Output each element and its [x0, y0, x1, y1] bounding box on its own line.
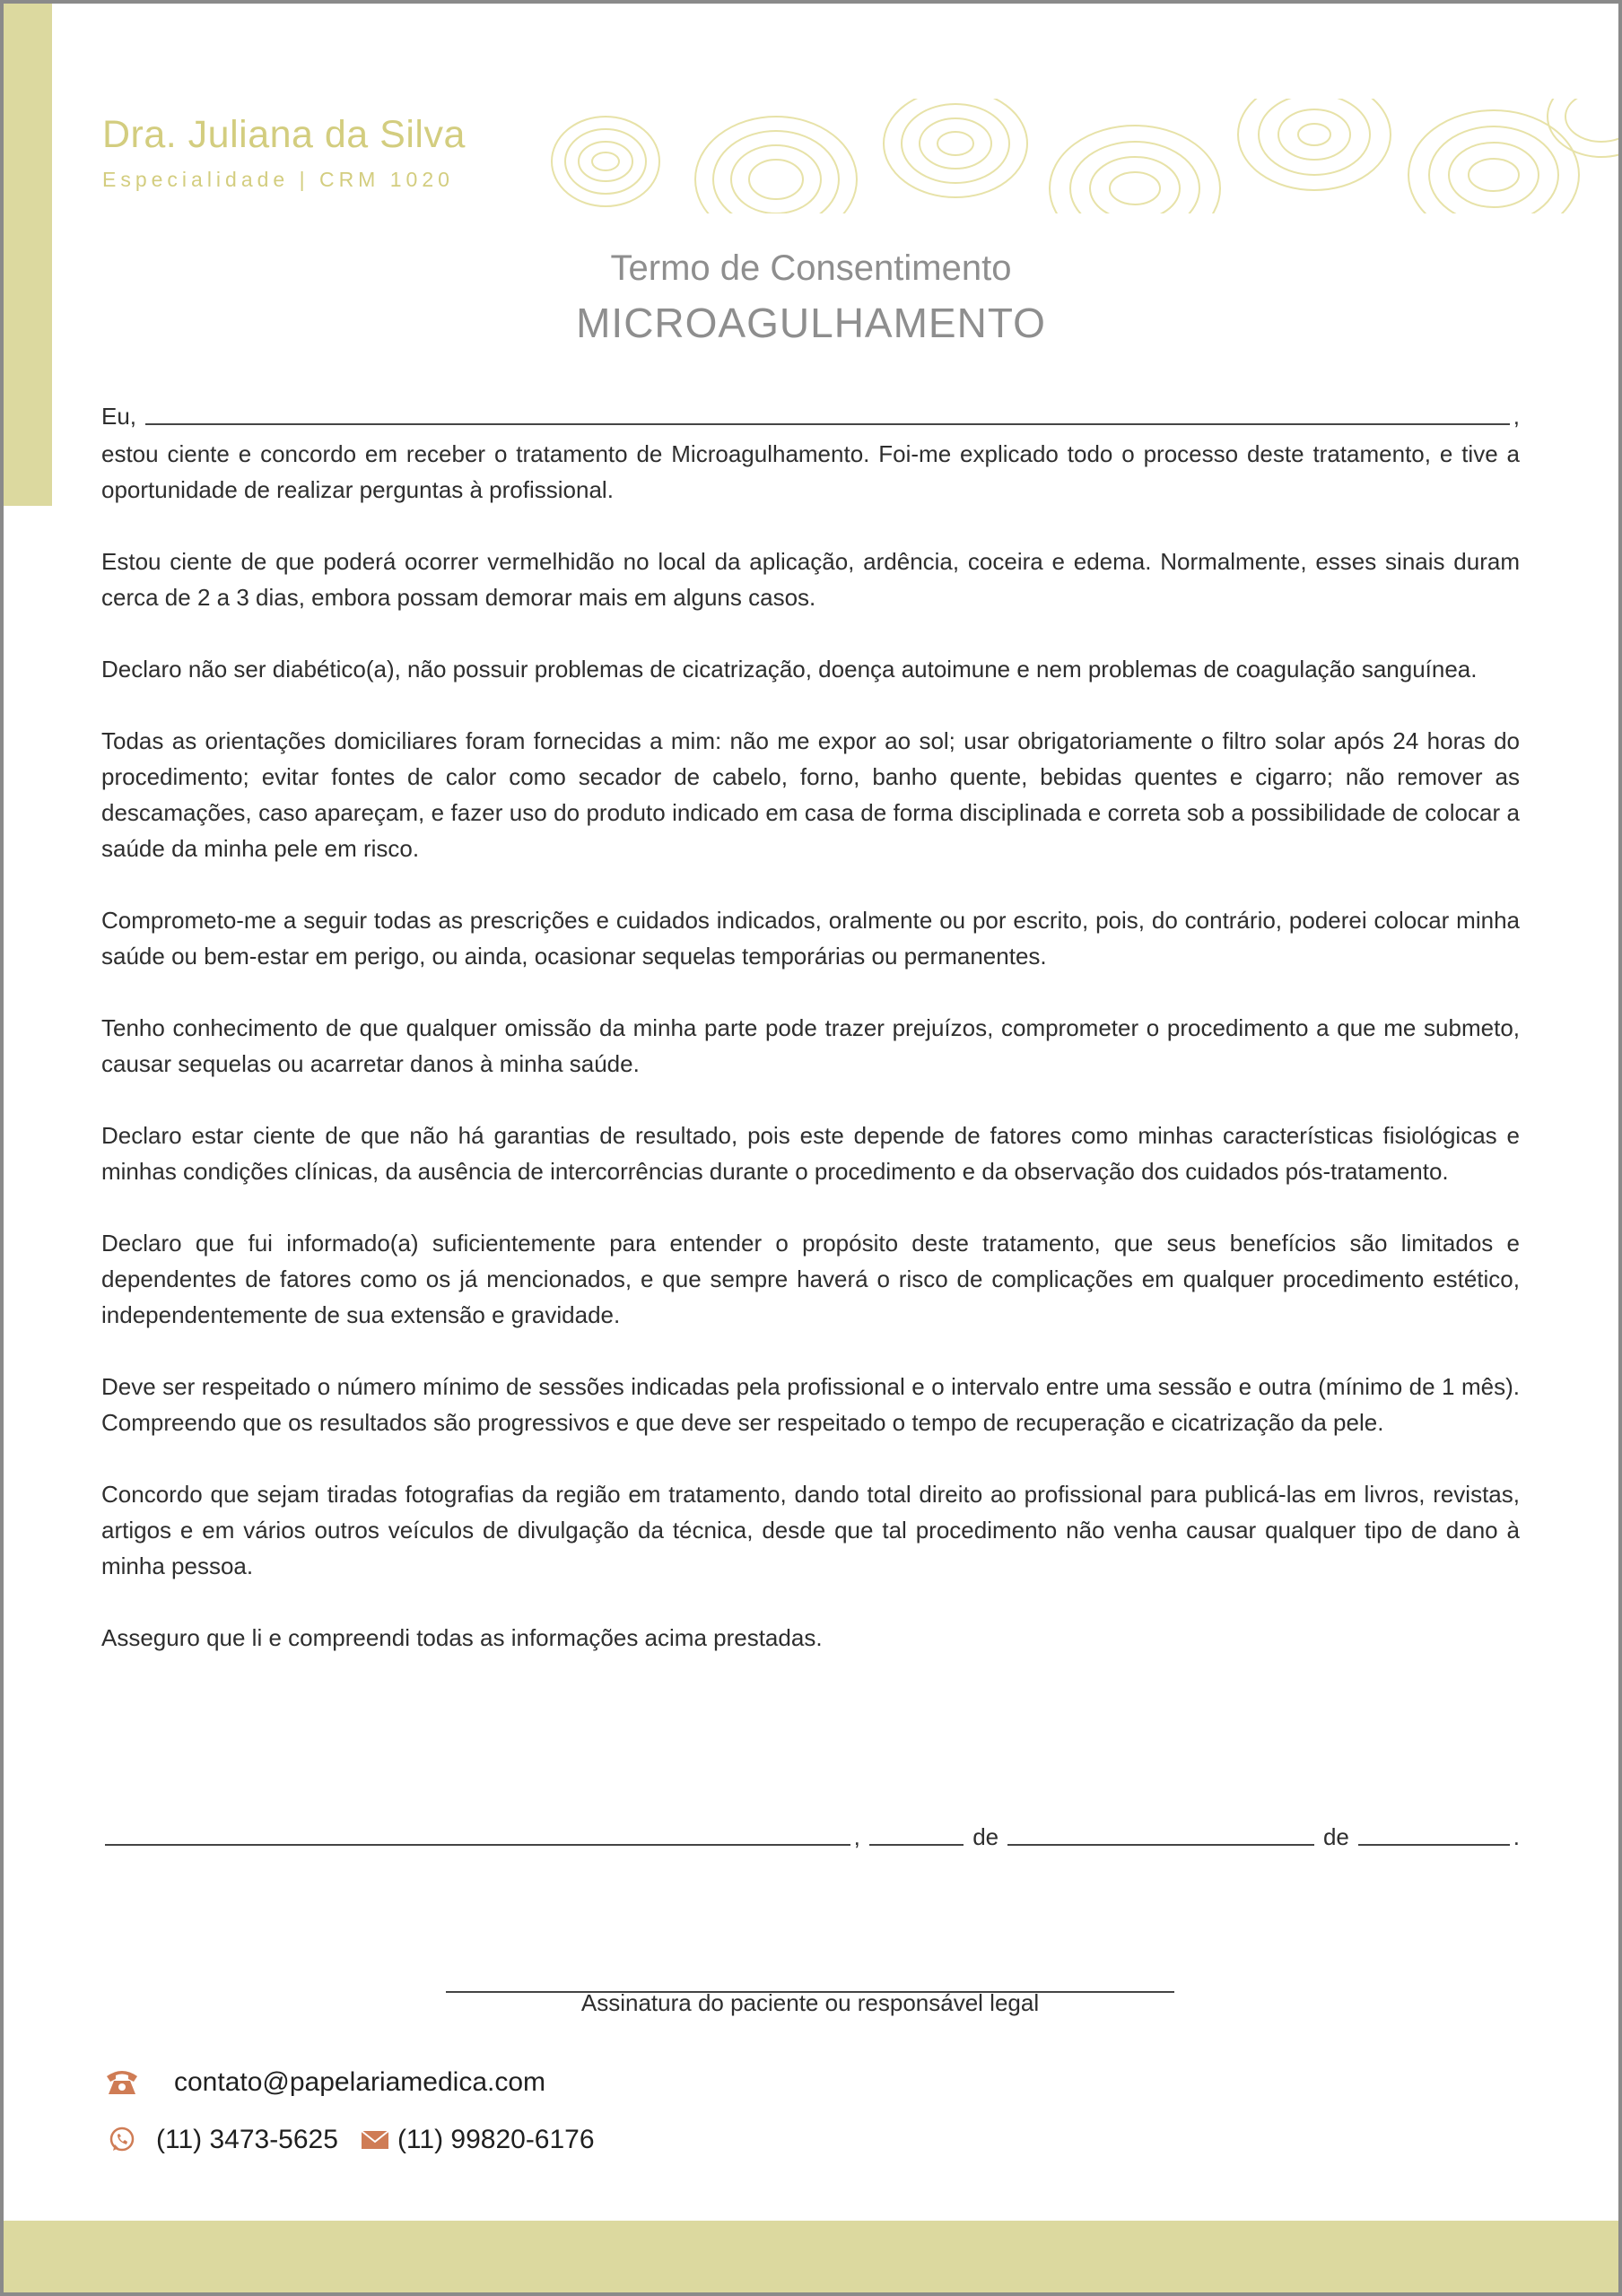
doctor-specialty: Especialidade | CRM 1020 — [102, 168, 454, 191]
whatsapp-icon — [106, 2124, 138, 2156]
doctor-name: Dra. Juliana da Silva — [102, 113, 466, 156]
date-de-1: de — [972, 1823, 999, 1850]
paragraph: Tenho conhecimento de que qualquer omissão da minha parte pode trazer prejuízos, comprometer o procedimento a que me submeto, causar sequelas ou acarretar danos à minha saúde. — [101, 1014, 1520, 1077]
document-subtitle: MICROAGULHAMENTO — [576, 300, 1046, 346]
paragraph: estou ciente e concordo em receber o tratamento de Microagulhamento. Foi-me explicado todo o processo deste tratamento, e tive a oportunidade de realizar perguntas à profissional. — [101, 440, 1520, 503]
month-field[interactable] — [1007, 1824, 1314, 1846]
contact-whatsapp[interactable]: (11) 3473-5625 — [156, 2125, 338, 2154]
signature-label: Assinatura do paciente ou responsável legal — [580, 1989, 1040, 2016]
eu-comma: , — [1513, 403, 1520, 430]
paragraph: Declaro não ser diabético(a), não possuir problemas de cicatrização, doença autoimune e nem problemas de coagulação sanguínea. — [101, 656, 1478, 683]
mail-icon — [360, 2126, 390, 2153]
paragraph: Comprometo-me a seguir todas as prescrições e cuidados indicados, oralmente ou por escrito, pois, do contrário, poderei colocar minha saúde ou bem-estar em perigo, ou ainda, ocasionar sequelas temporárias ou permanentes. — [101, 907, 1520, 970]
contact-email[interactable]: contato@papelariamedica.com — [174, 2067, 546, 2097]
document-title: Termo de Consentimento — [610, 248, 1012, 288]
contact-phones-row — [106, 2124, 595, 2156]
date-period: . — [1513, 1823, 1520, 1850]
year-field[interactable] — [1358, 1824, 1510, 1846]
paragraph: Todas as orientações domiciliares foram fornecidas a mim: não me expor ao sol; usar obrigatoriamente o filtro solar após 24 horas do procedimento; evitar fontes de calor como secador de cabelo, forno, banho quente, bebidas quentes e cigarro; não remover as descamações, caso apareçam, e fazer uso do produto indicado em casa de forma disciplinada e correta sob a possibilidade de colocar a saúde da minha pele em risco. — [101, 727, 1520, 862]
consent-body — [101, 436, 1520, 1656]
footer-band — [4, 2221, 1618, 2292]
paragraph: Declaro que fui informado(a) suficientemente para entender o propósito deste tratamento, que seus benefícios são limitados e dependentes de fatores como os já mencionados, e que sempre haverá o risco de complicações em qualquer procedimento estético, independentemente de sua extensão e gravidade. — [101, 1230, 1520, 1328]
eu-label: Eu, — [101, 403, 137, 430]
city-field[interactable] — [105, 1824, 850, 1846]
paragraph: Estou ciente de que poderá ocorrer vermelhidão no local da aplicação, ardência, coceira e edema. Normalmente, esses sinais duram cerca de 2 a 3 dias, embora possam demorar mais em alguns casos. — [101, 548, 1520, 611]
patient-name-row — [101, 402, 1520, 430]
contact-phone[interactable]: (11) 99820-6176 — [397, 2125, 595, 2154]
patient-name-field[interactable] — [145, 404, 1510, 425]
header-swirl-pattern — [525, 99, 1618, 213]
place-date-row — [101, 1822, 1520, 1851]
paragraph: Concordo que sejam tiradas fotografias da região em tratamento, dando total direito ao profissional para publicá-las em livros, revistas, artigos e em vários outros veículos de divulgação da técnica, desde que tal procedimento não venha causar qualquer tipo de dano à minha pessoa. — [101, 1481, 1520, 1579]
paragraph: Declaro estar ciente de que não há garantias de resultado, pois este depende de fatores como minhas características fisiológicas e minhas condições clínicas, da ausência de intercorrências durante o procedimento e da observação dos cuidados pós-tratamento. — [101, 1122, 1520, 1185]
paragraph: Asseguro que li e compreendi todas as informações acima prestadas. — [101, 1624, 823, 1651]
date-comma: , — [853, 1823, 860, 1850]
day-field[interactable] — [869, 1824, 964, 1846]
paragraph: Deve ser respeitado o número mínimo de sessões indicadas pela profissional e o intervalo entre uma sessão e outra (mínimo de 1 mês). Compreendo que os resultados são progressivos e que deve ser respeitado o tempo de recuperação e cicatrização da pele. — [101, 1373, 1520, 1436]
telephone-icon — [104, 2065, 140, 2100]
date-de-2: de — [1322, 1823, 1349, 1850]
contact-email-row — [104, 2065, 545, 2100]
